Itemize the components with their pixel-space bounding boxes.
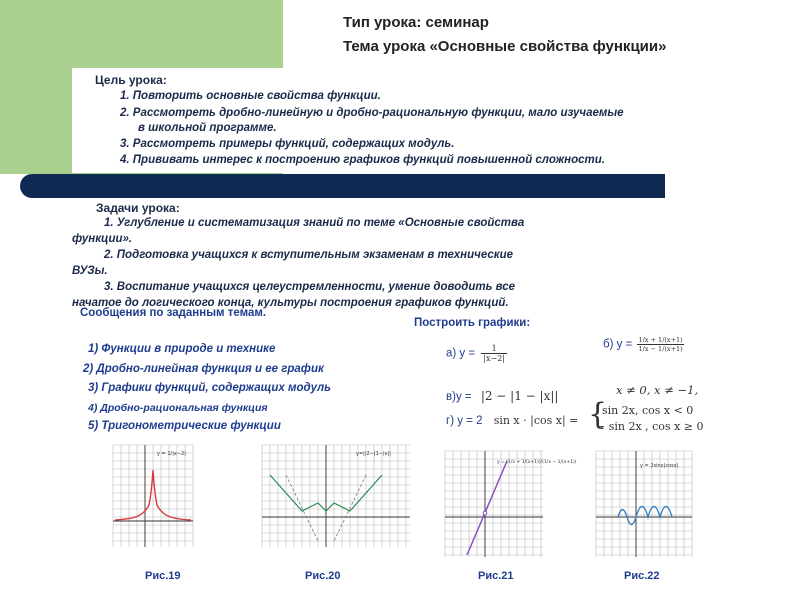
formula-v-label: в)у = [446, 391, 472, 403]
topic-5: 5) Тригонометрические функции [88, 420, 281, 432]
figure-21 [445, 451, 577, 557]
formula-a-fraction [481, 344, 507, 363]
tasks-line-1: 1. Углубление и систематизация знаний по теме «Основные свойства [104, 217, 525, 229]
topic-1: 1) Функции в природе и технике [88, 343, 276, 355]
formula-v-expr: |2 − |1 − |x|| [480, 389, 559, 403]
formula-b-condition-text: x ≠ 0, x ≠ −1, [616, 383, 699, 397]
caption-fig20: Рис.20 [305, 570, 341, 582]
formula-b-label: б) у = [603, 338, 633, 351]
formula-v [446, 389, 558, 403]
tasks-line-3: 2. Подготовка учащихся к вступительным экзаменам в технические [104, 249, 514, 261]
figure-20 [262, 445, 410, 547]
tasks-line-6: начатое до логического конца, культуры построения графиков функций. [72, 297, 509, 309]
fig20-bg [262, 445, 410, 547]
brace-icon: { [588, 397, 608, 432]
formula-b [603, 336, 684, 353]
goal-item-4: 4. Прививать интерес к построению графиков функций повышенной сложности. [120, 154, 605, 166]
caption-fig22: Рис.22 [624, 570, 660, 582]
tasks-line-5: 3. Воспитание учащихся целеустремленности, умение доводить все [104, 281, 516, 293]
formula-g-case-1: sin 2x, cos x < 0 [602, 404, 694, 417]
formula-b-bottom: 1/x − 1/(x+1) [638, 345, 683, 353]
formula-g-label: г) у = 2 [446, 415, 483, 427]
figure-22 [596, 451, 692, 557]
topic-2: 2) Дробно-линейная функция и ее график [83, 363, 324, 375]
formula-a-denominator: |x−2| [483, 354, 505, 363]
formula-b-fraction [637, 336, 683, 353]
lesson-type: Тип урока: семинар [343, 14, 489, 31]
fig22-label: y = 2sinx|cosx| [640, 463, 679, 469]
goal-item-3: 3. Рассмотреть примеры функций, содержащих модуль. [120, 138, 455, 150]
formula-a [446, 344, 507, 363]
goal-item-2-cont: в школьной программе. [138, 122, 277, 134]
goal-item-2: 2. Рассмотреть дробно-линейную и дробно-рациональную функции, мало изучаемые [120, 107, 624, 119]
graphs-title: Построить графики: [414, 317, 531, 329]
formula-b-condition [616, 383, 698, 397]
lesson-topic: Тема урока «Основные свойства функции» [343, 38, 667, 55]
figure-19 [113, 445, 193, 547]
formula-g-case-2: − sin 2x , cos x ≥ 0 [596, 420, 704, 433]
formula-g [446, 414, 578, 427]
fig19-label: y = 1/|x−2| [157, 451, 186, 457]
caption-fig21: Рис.21 [478, 570, 514, 582]
tasks-title: Задачи урока: [96, 201, 180, 215]
formula-b-top: 1/x + 1/(x+1) [638, 336, 683, 344]
tasks-line-2: функции». [72, 233, 133, 245]
formula-g-expr: sin x · |cos x| = [493, 414, 579, 427]
goal-item-1: 1. Повторить основные свойства функции. [120, 90, 381, 102]
topic-4: 4) Дробно-рациональная функция [88, 402, 268, 414]
tasks-line-4: ВУЗы. [72, 265, 108, 277]
goal-title: Цель урока: [95, 73, 167, 87]
messages-title: Сообщения по заданным темам. [80, 307, 267, 319]
fig20-label: y=||2−|1−|x|| [356, 451, 391, 457]
navy-divider-bar [20, 174, 665, 198]
caption-fig19: Рис.19 [145, 570, 181, 582]
fig21-point [483, 511, 487, 515]
topic-3: 3) Графики функций, содержащих модуль [88, 382, 331, 394]
formula-a-numerator: 1 [481, 344, 507, 354]
fig21-label: y = (1/x + 1/(x+1))/(1/x − 1/(x+1)) [497, 460, 577, 465]
formula-a-label: а) у = [446, 347, 476, 360]
